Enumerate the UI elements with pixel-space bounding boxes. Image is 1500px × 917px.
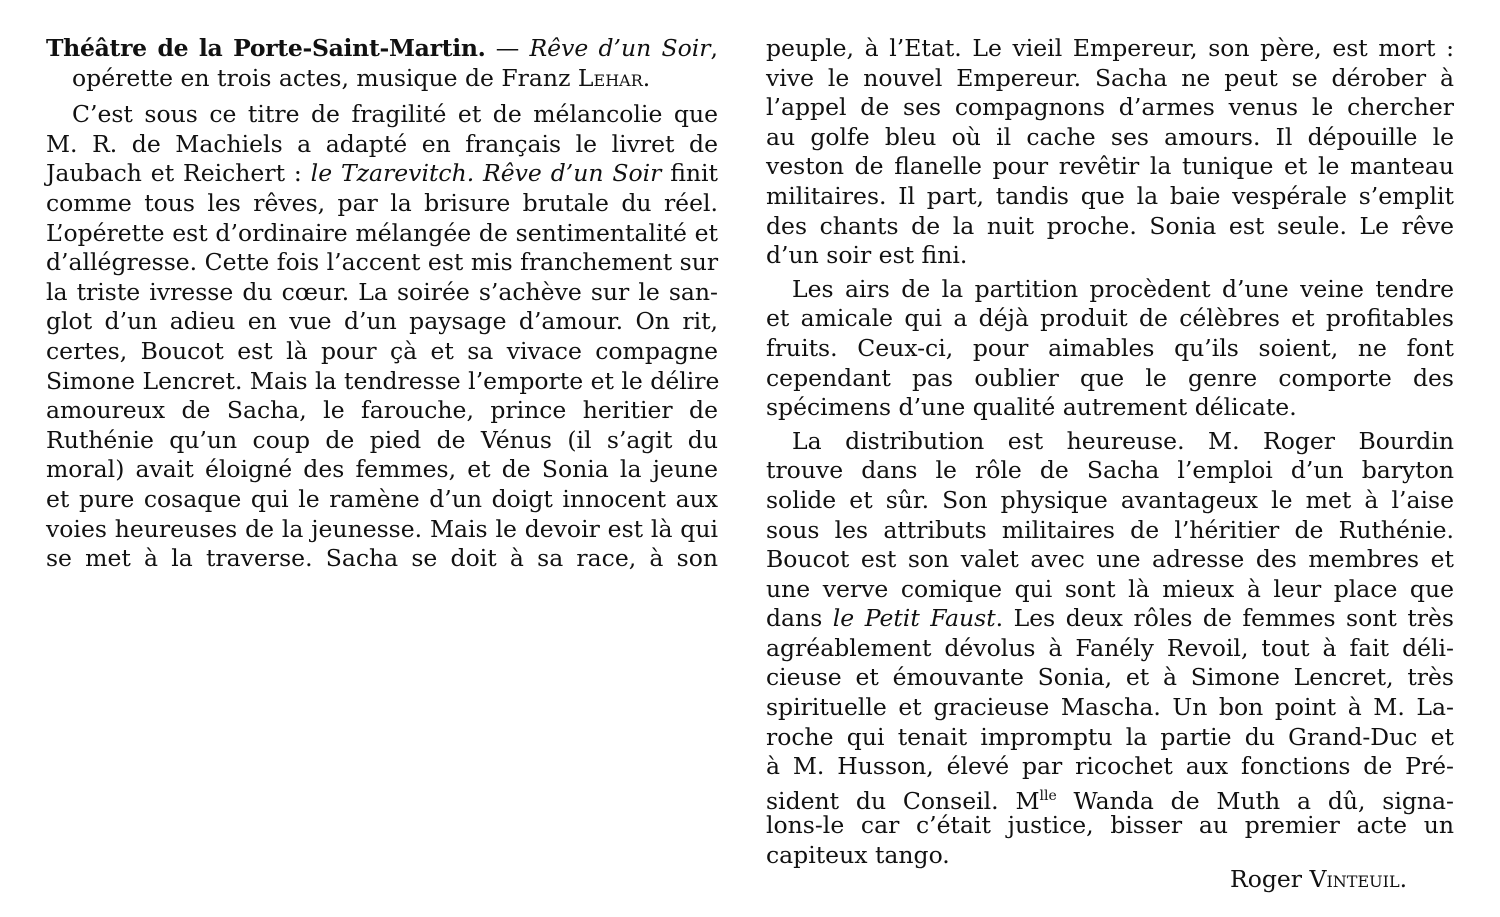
text-line: lons-le car c’était justice, bisser au premier acte un — [766, 811, 1454, 840]
text-line: d’un soir est fini. — [766, 241, 968, 270]
text-line: et amicale qui a déjà produit de célèbres et profitables — [766, 304, 1454, 333]
text-line: L’opérette est d’ordinaire mélangée de sentimentalité et — [46, 218, 718, 247]
text-line: l’appel de ses compagnons d’armes venus le chercher — [766, 93, 1454, 122]
italic-title: le Petit Faust — [832, 604, 996, 633]
right-paragraph-2 — [766, 275, 1454, 423]
author-signature: Roger Vinteuil. — [1230, 865, 1408, 893]
text-line: cependant pas oublier que le genre comporte des — [766, 363, 1454, 392]
text-line: M. R. de Machiels a adapté en français le livret de — [46, 129, 718, 158]
text-line: et pure cosaque qui le ramène d’un doigt innocent aux — [46, 484, 718, 513]
text-line: militaires. Il part, tandis que la baie vespérale s’emplit — [766, 181, 1454, 210]
text-line: La distribution est heureuse. M. Roger Bourdin — [792, 426, 1454, 455]
text-line: capiteux tango. — [766, 841, 950, 870]
text-line: certes, Boucot est là pour çà et sa vivace compagne — [46, 336, 718, 365]
composer-name: Lehar — [577, 63, 643, 92]
venue-name: Théâtre de la Porte-Saint-Martin. — [46, 34, 486, 62]
review-heading: Théâtre de la Porte-Saint-Martin. — Rêve d’un Soir, — [46, 34, 718, 62]
text-line: peuple, à l’Etat. Le vieil Empereur, son père, est mort : — [766, 34, 1454, 62]
text-line: agréablement dévolus à Fanély Revoil, tout à fait déli- — [766, 633, 1454, 662]
text-line: dans le Petit Faust. Les deux rôles de femmes sont très — [766, 604, 1454, 633]
text-line: amoureux de Sacha, le farouche, prince heritier de — [46, 396, 718, 425]
text-line: d’allégresse. Cette fois l’accent est mis franchement sur — [46, 248, 719, 277]
play-title: Rêve d’un Soir — [529, 34, 711, 62]
text-line: sous les attributs militaires de l’héritier de Ruthénie. — [766, 515, 1454, 544]
text-line: solide et sûr. Son physique avantageux le met à l’aise — [766, 485, 1454, 514]
text-line: des chants de la nuit proche. Sonia est seule. Le rêve — [766, 211, 1454, 240]
right-paragraph-1 — [766, 34, 1454, 271]
text-line: C’est sous ce titre de fragilité et de mélancolie que — [72, 100, 718, 129]
text-line: se met à la traverse. Sacha se doit à sa race, à son — [46, 544, 718, 573]
text-line: trouve dans le rôle de Sacha l’emploi d’un baryton — [766, 456, 1454, 485]
text-line: Les airs de la partition procèdent d’une veine tendre — [792, 274, 1454, 303]
text-line: moral) avait éloigné des femmes, et de Sonia la jeune — [46, 455, 718, 484]
right-column — [766, 34, 1454, 871]
text-line: comme tous les rêves, par la brisure brutale du réel. — [46, 188, 718, 217]
text-line: voies heureuses de la jeunesse. Mais le devoir est là qui — [46, 514, 718, 543]
text-line: cieuse et émouvante Sonia, et à Simone Lencret, très — [766, 663, 1454, 692]
text-line: la triste ivresse du cœur. La soirée s’achève sur le san- — [46, 277, 718, 306]
text-line: vive le nouvel Empereur. Sacha ne peut se dérober à — [766, 63, 1454, 92]
text-line: spécimens d’une qualité autrement délicate. — [766, 393, 1297, 422]
text-line: Boucot est son valet avec une adresse des membres et — [766, 545, 1454, 574]
right-paragraph-3 — [766, 427, 1454, 871]
left-column — [46, 34, 718, 574]
text-line: sident du Conseil. $M^{lle}$ Wanda de Muth a dû, signa- — [766, 786, 1454, 815]
text-line: Jaubach et Reichert : le Tzarevitch. Rêve d’un Soir finit — [46, 159, 718, 188]
text-line: glot d’un adieu en vue d’un paysage d’amour. On rit, — [46, 307, 718, 336]
italic-title: le Tzarevitch. Rêve d’un Soir — [310, 159, 662, 188]
review-subtitle: opérette en trois actes, musique de Franz Lehar. — [72, 63, 651, 92]
text-line: à M. Husson, élevé par ricochet aux fonctions de Pré- — [766, 752, 1454, 781]
left-paragraph — [46, 100, 718, 574]
text-line: Ruthénie qu’un coup de pied de Vénus (il s’agit du — [46, 425, 718, 454]
text-line: spirituelle et gracieuse Mascha. Un bon point à M. La- — [766, 693, 1454, 722]
text-line: roche qui tenait impromptu la partie du Grand-Duc et — [766, 722, 1454, 751]
text-line: Simone Lencret. Mais la tendresse l’emporte et le délire — [46, 366, 720, 395]
text-line: fruits. Ceux-ci, pour aimables qu’ils soient, ne font — [766, 333, 1454, 362]
text-line: une verve comique qui sont là mieux à leur place que — [766, 574, 1454, 603]
text-line: veston de flanelle pour revêtir la tunique et le manteau — [766, 152, 1454, 181]
text-line: au golfe bleu où il cache ses amours. Il dépouille le — [766, 122, 1454, 151]
